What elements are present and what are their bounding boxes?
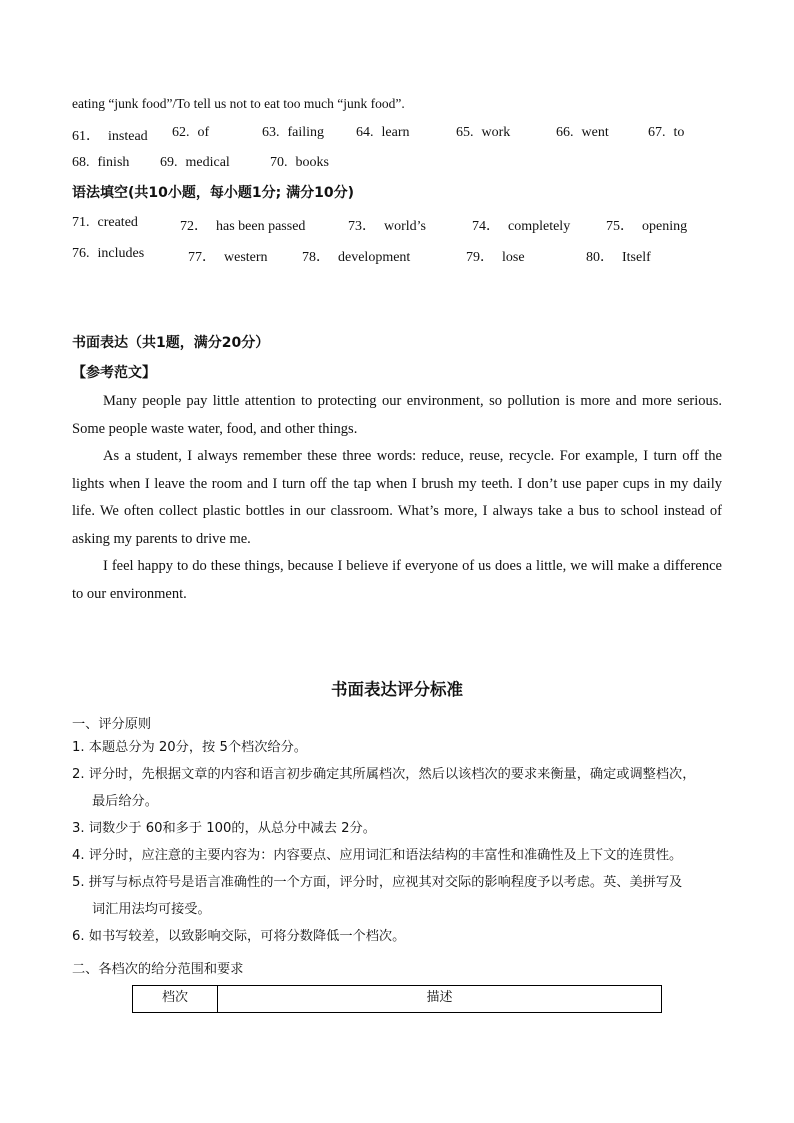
top-line: eating “junk food”/To tell us not to eat too much “junk food”.	[72, 96, 405, 111]
answer-67: 67. to	[648, 125, 685, 140]
rules-list	[72, 734, 724, 950]
rule-item: 1. 本题总分为 20分，按 5个档次给分。	[72, 740, 307, 755]
section-2-heading: 二、各档次的给分范围和要求	[72, 962, 244, 977]
answer-75: 75． opening	[606, 219, 688, 234]
grammar-heading: 语法填空(共10小题，每小题1分; 满分10分)	[72, 185, 354, 201]
answer-64: 64. learn	[356, 125, 410, 140]
header-description: 描述	[218, 986, 662, 1013]
rule-item: 5. 拼写与标点符号是语言准确性的一个方面，评分时，应视其对交际的影响程度予以考虑。英、美拼写及 词汇用法均可接受。	[72, 875, 683, 917]
answer-74: 74． completely	[472, 219, 571, 234]
answer-62: 62. of	[172, 125, 210, 140]
essay-paragraph-3: I feel happy to do these things, because I believe if everyone of us does a little, we will make a difference to our environment.	[72, 558, 722, 602]
essay-paragraph-2: As a student, I always remember these three words: reduce, reuse, recycle. For example, I turn off the lights when I leave the room and I turn off the tap when I brush my teeth. I don’t use paper cups in my daily life. We often collect plastic bottles in our classroom. What’s more, I always take a bus to school instead of asking my parents to drive me.	[72, 448, 722, 547]
essay-paragraph-1: Many people pay little attention to protecting our environment, so pollution is more and more serious. Some people waste water, food, and other things.	[72, 393, 722, 437]
section-1-heading: 一、评分原则	[72, 717, 152, 732]
header-level: 档次	[133, 986, 218, 1013]
writing-heading: 书面表达（共1题，满分20分）	[72, 335, 270, 351]
rule-item: 4. 评分时，应注意的主要内容为：内容要点、应用词汇和语法结构的丰富性和准确性及上下文的连贯性。	[72, 848, 683, 863]
table-header-row	[133, 986, 662, 1013]
answer-80: 80． Itself	[586, 250, 651, 265]
answer-65: 65. work	[456, 125, 511, 140]
answer-73: 73． world’s	[348, 219, 426, 234]
rule-item: 6. 如书写较差，以致影响交际，可将分数降低一个档次。	[72, 929, 406, 944]
answer-68: 68. finish	[72, 155, 130, 170]
answer-66: 66. went	[556, 125, 609, 140]
answer-76: 76. includes	[72, 246, 145, 261]
rubric-title: 书面表达评分标准	[331, 680, 463, 699]
answer-77: 77． western	[188, 250, 268, 265]
answer-61: 61． instead	[72, 129, 148, 144]
answer-79: 79． lose	[466, 250, 525, 265]
sample-essay-label: 【参考范文】	[72, 365, 156, 381]
rule-item: 3. 词数少于 60和多于 100的，从总分中减去 2分。	[72, 821, 376, 836]
answer-78: 78． development	[302, 250, 411, 265]
answer-69: 69. medical	[160, 155, 230, 170]
grading-table	[132, 985, 662, 1013]
answer-63: 63. failing	[262, 125, 325, 140]
rule-item: 2. 评分时，先根据文章的内容和语言初步确定其所属档次，然后以该档次的要求来衡量，确定或调整档次， 最后给分。	[72, 767, 696, 809]
answer-70: 70. books	[270, 155, 329, 170]
answer-72: 72． has been passed	[180, 219, 306, 234]
answer-71: 71. created	[72, 215, 138, 230]
